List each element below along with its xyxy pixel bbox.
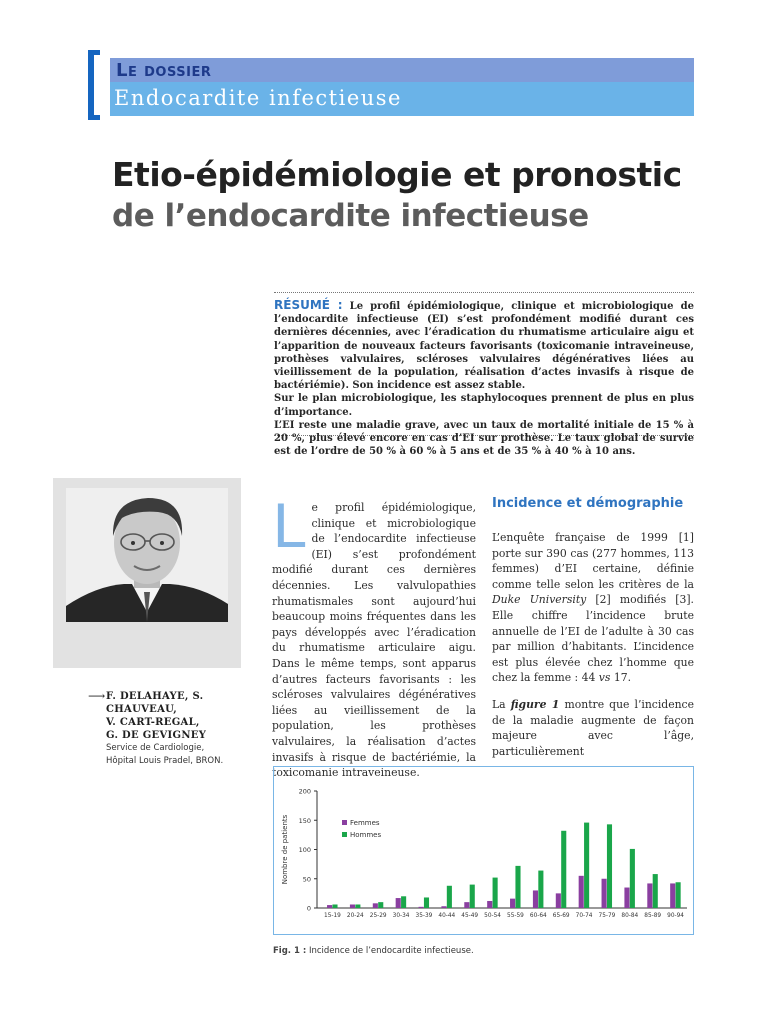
abstract-paragraph-3: L’EI reste une maladie grave, avec un taux de mortalité initiale de 15 % à 20 %, plus élevé encore en cas d’EI sur prothèse. Le taux global de survie est de l’ordre de 50 % à 60 % à 5 ans et de 35 % à 40 % à 10 ans. xyxy=(274,419,694,458)
dossier-topic: Endocardite infectieuse xyxy=(114,86,402,110)
bar-hommes-55-59 xyxy=(515,866,520,908)
x-tick-label: 15-19 xyxy=(324,913,341,919)
bar-hommes-60-64 xyxy=(538,871,543,908)
body-column-1 xyxy=(272,492,476,781)
bar-hommes-80-84 xyxy=(630,849,635,908)
legend-swatch-hommes xyxy=(342,832,347,837)
bar-hommes-30-34 xyxy=(401,896,406,908)
bar-femmes-70-74 xyxy=(579,876,584,908)
incidence-bar-chart xyxy=(274,767,693,934)
x-tick-label: 60-64 xyxy=(529,913,547,919)
bar-femmes-40-44 xyxy=(441,906,446,908)
x-tick-label: 50-54 xyxy=(484,913,501,919)
author-block xyxy=(88,690,268,768)
bar-hommes-85-89 xyxy=(653,874,658,908)
y-tick-label: 200 xyxy=(298,787,311,796)
figure-ref-text-b: montre que l’incidence de la maladie augmente de façon majeure avec l’âge, particulièrement xyxy=(492,697,694,758)
bar-hommes-75-79 xyxy=(607,824,612,908)
arrow-right-icon: ⟶ xyxy=(88,689,106,703)
abstract-text-1: Le profil épidémiologique, clinique et microbiologique de l’endocardite infectieuse (EI) s’est profondément modifié durant ces dernières décennies, avec l’éradication du rhumatisme articulaire aigu et l’apparition de nouveaux facteurs favorisants (toxicomanie intraveineuse, prothèses valvulaires, scléroses valvulaires dégénératives liées au vieillissement de la population, réalisation d’actes invasifs à risque de bactériémie). Son incidence est assez stable. xyxy=(274,301,694,392)
bar-hommes-90-94 xyxy=(676,882,681,908)
y-tick-label: 150 xyxy=(298,816,311,825)
bar-hommes-45-49 xyxy=(470,885,475,908)
bar-femmes-15-19 xyxy=(327,905,332,908)
bar-femmes-75-79 xyxy=(602,879,607,908)
dossier-label: Le dossier xyxy=(116,60,212,81)
legend-label-hommes: Hommes xyxy=(350,831,382,839)
x-tick-label: 70-74 xyxy=(575,913,593,919)
x-tick-label: 90-94 xyxy=(667,913,684,919)
x-tick-label: 20-24 xyxy=(346,913,364,919)
x-tick-label: 45-49 xyxy=(461,913,479,919)
bar-femmes-30-34 xyxy=(396,898,401,908)
bar-hommes-70-74 xyxy=(584,823,589,908)
figure-ref-text-a: La xyxy=(492,697,511,711)
bar-femmes-50-54 xyxy=(487,901,492,908)
y-tick-label: 50 xyxy=(302,875,311,884)
figure-caption-label: Fig. 1 : xyxy=(273,946,307,956)
bar-femmes-85-89 xyxy=(647,883,652,908)
bar-hommes-40-44 xyxy=(447,886,452,908)
author-affiliation: Service de Cardiologie, Hôpital Louis Pradel, BRON. xyxy=(106,743,224,766)
figure-1-box xyxy=(273,766,694,935)
bar-femmes-80-84 xyxy=(624,888,629,908)
section-heading-incidence: Incidence et démographie xyxy=(492,496,684,511)
x-tick-label: 35-39 xyxy=(415,913,433,919)
bar-hommes-65-69 xyxy=(561,831,566,908)
x-tick-label: 30-34 xyxy=(392,913,410,919)
abstract-paragraph-2: Sur le plan microbiologique, les staphylocoques prennent de plus en plus d’importance. xyxy=(274,393,694,418)
enquete-text-b: [2] modifiés [3]. Elle chiffre l’incidence brute annuelle de l’EI de l’adulte à 30 cas par million d’habitants. L’incidence est plus élevée chez l’homme que chez la femme : 44 xyxy=(492,593,694,685)
paragraph-gap xyxy=(492,686,694,697)
bar-femmes-55-59 xyxy=(510,899,515,908)
bar-hommes-20-24 xyxy=(355,904,360,908)
y-axis-title: Nombre de patients xyxy=(281,814,289,885)
x-tick-label: 40-44 xyxy=(438,913,456,919)
bar-femmes-60-64 xyxy=(533,890,538,908)
article-title-line1: Etio-épidémiologie et pronostic xyxy=(112,155,682,194)
dropcap-letter: L xyxy=(272,492,306,562)
bar-hommes-15-19 xyxy=(332,904,337,908)
body-column-2 xyxy=(492,530,694,759)
abstract-paragraph-1 xyxy=(274,299,694,392)
x-tick-label: 55-59 xyxy=(507,913,524,919)
figure-1-reference: figure 1 xyxy=(510,697,560,711)
bar-hommes-25-29 xyxy=(378,902,383,908)
author-photo-frame xyxy=(53,478,241,668)
x-tick-label: 80-84 xyxy=(621,913,639,919)
author-photo xyxy=(66,488,228,622)
enquete-text-a: L’enquête française de 1999 [1] porte sur 390 cas (277 hommes, 113 femmes) d’EI certaine, définie comme telle selon les critères de la xyxy=(492,531,694,591)
vs-text: vs xyxy=(598,671,611,685)
bar-femmes-25-29 xyxy=(373,903,378,908)
y-tick-label: 0 xyxy=(306,904,311,913)
bar-femmes-65-69 xyxy=(556,893,561,908)
x-tick-label: 25-29 xyxy=(369,913,387,919)
bar-femmes-90-94 xyxy=(670,883,675,908)
legend-swatch-femmes xyxy=(342,820,347,825)
header-dossier-bar xyxy=(110,58,694,82)
body-paragraph-figure xyxy=(492,697,694,759)
abstract-box xyxy=(274,292,694,458)
body-paragraph-intro: e profil épidémiologique, clinique et microbiologique de l’endocardite infectieuse (EI) s’est profondément modifié durant ces dernières décennies. Les valvulopathies rhumatismales sont aujourd’hui beaucoup moins fréquentes dans les pays développés avec l’éradication du rhumatisme articulaire aigu. Dans le même temps, sont apparus d’autres facteurs favorisants : les scléroses valvulaires dégénératives liées au vieillissement de la population, les prothèses valvulaires, la réalisation d’actes invasifs à risque de bactériémie, la toxicomanie intraveineuse. xyxy=(272,501,476,780)
bar-hommes-35-39 xyxy=(424,897,429,908)
legend-label-femmes: Femmes xyxy=(350,819,380,827)
y-tick-label: 100 xyxy=(298,846,311,854)
header-bracket xyxy=(88,50,94,120)
bar-hommes-50-54 xyxy=(493,878,498,908)
abstract-label: RÉSUMÉ : xyxy=(274,298,343,312)
bar-femmes-35-39 xyxy=(419,907,424,908)
x-tick-label: 75-79 xyxy=(598,913,616,919)
figure-1-caption xyxy=(273,946,474,956)
duke-university-text: Duke University xyxy=(492,593,587,607)
bar-femmes-45-49 xyxy=(464,902,469,908)
figure-caption-text: Incidence de l’endocardite infectieuse. xyxy=(308,946,474,956)
body-paragraph-enquete xyxy=(492,530,694,686)
enquete-text-c: 17. xyxy=(610,671,632,685)
x-tick-label: 85-89 xyxy=(644,913,662,919)
x-tick-label: 65-69 xyxy=(552,913,570,919)
bar-femmes-20-24 xyxy=(350,904,355,908)
article-title-line2: de l’endocardite infectieuse xyxy=(112,198,589,234)
author-names: F. DELAHAYE, S. CHAUVEAU, V. CART-REGAL, G. DE GEVIGNEY xyxy=(106,691,207,741)
header-topic-bar xyxy=(110,82,694,116)
